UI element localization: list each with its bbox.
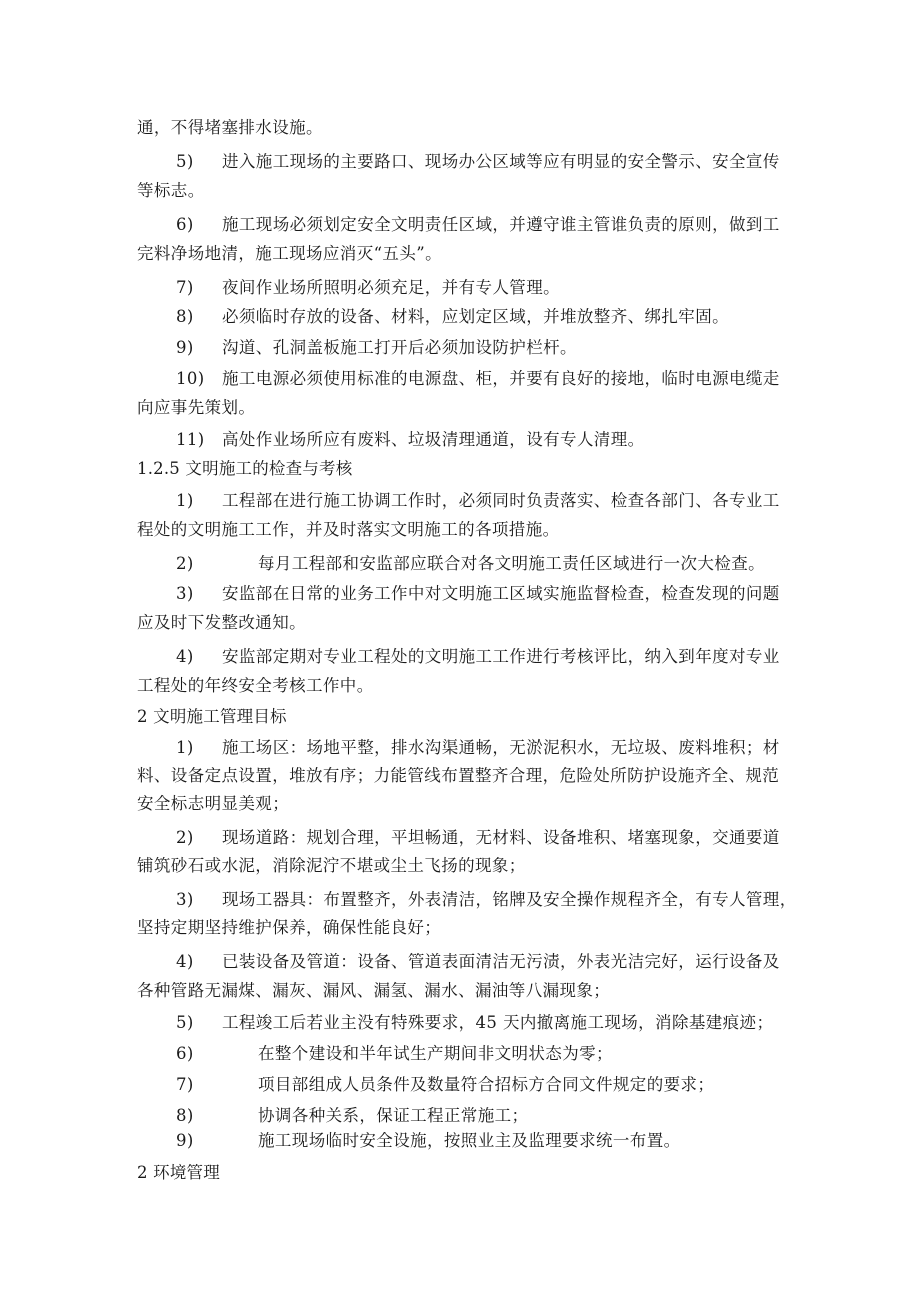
list-number: 3)	[176, 890, 194, 909]
list-item-text: 协调各种关系，保证工程正常施工；	[258, 1106, 529, 1125]
list-number: 1)	[176, 491, 194, 510]
list-item-text: 高处作业场所应有废料、垃圾清理通道，设有专人清理。	[222, 430, 645, 449]
list-item	[176, 827, 194, 849]
list-item-text: 夜间作业场所照明必须充足，并有专人管理。	[222, 278, 560, 297]
list-item	[176, 368, 205, 390]
list-number: 11)	[176, 430, 205, 449]
list-number: 3)	[176, 584, 194, 603]
list-item	[176, 306, 194, 328]
list-item	[176, 214, 194, 236]
list-item-text: 工程处的年终安全考核工作中。	[137, 676, 374, 695]
list-number: 9)	[176, 1131, 194, 1150]
list-item-text: 等标志。	[137, 181, 205, 200]
list-item-text: 工程竣工后若业主没有特殊要求，45 天内撤离施工现场，消除基建痕迹；	[222, 1013, 774, 1032]
list-number: 6)	[176, 215, 194, 234]
list-item-text: 现场道路：规划合理，平坦畅通，无材料、设备堆积、堵塞现象，交通要道	[222, 828, 780, 847]
list-item	[176, 951, 194, 973]
list-item-text: 铺筑砂石或水泥，消除泥泞不堪或尘土飞扬的现象；	[137, 856, 526, 875]
list-item-text: 应及时下发整改通知。	[137, 613, 306, 632]
list-number: 1)	[176, 738, 194, 757]
list-item-text: 坚持定期坚持维护保养，确保性能良好；	[137, 918, 442, 937]
list-item-text: 安监部在日常的业务工作中对文明施工区域实施监督检查，检查发现的问题	[222, 584, 780, 603]
section-heading: 2 文明施工管理目标	[137, 707, 287, 726]
list-item-text: 料、设备定点设置，堆放有序；力能管线布置整齐合理，危险处所防护设施齐全、规范	[137, 766, 780, 785]
list-item-text: 沟道、孔洞盖板施工打开后必须加设防护栏杆。	[222, 338, 577, 357]
list-number: 10)	[176, 369, 205, 388]
list-item	[176, 1105, 194, 1127]
section-heading: 1.2.5 文明施工的检查与考核	[137, 459, 353, 478]
list-item	[176, 490, 194, 512]
list-number: 9)	[176, 338, 194, 357]
list-item	[176, 583, 194, 605]
list-item-text: 已装设备及管道：设备、管道表面清洁无污渍，外表光洁完好，运行设备及	[222, 952, 780, 971]
list-number: 4)	[176, 647, 194, 666]
list-item-text: 工程部在进行施工协调工作时，必须同时负责落实、检查各部门、各专业工	[222, 491, 780, 510]
list-item-text: 项目部组成人员条件及数量符合招标方合同文件规定的要求；	[258, 1075, 715, 1094]
list-item	[176, 1074, 194, 1096]
list-number: 2)	[176, 554, 194, 573]
list-number: 5)	[176, 152, 194, 171]
list-number: 6)	[176, 1044, 194, 1063]
list-item-text: 进入施工现场的主要路口、现场办公区域等应有明显的安全警示、安全宣传	[222, 152, 780, 171]
list-number: 7)	[176, 278, 194, 297]
list-number: 8)	[176, 307, 194, 326]
list-item-text: 安全标志明显美观；	[137, 794, 290, 813]
list-number: 8)	[176, 1106, 194, 1125]
list-item	[176, 1043, 194, 1065]
list-item-text: 每月工程部和安监部应联合对各文明施工责任区域进行一次大检查。	[258, 554, 765, 573]
list-number: 2)	[176, 828, 194, 847]
list-item	[176, 429, 205, 451]
list-item	[176, 553, 194, 575]
list-item-text: 各种管路无漏煤、漏灰、漏风、漏氢、漏水、漏油等八漏现象；	[137, 981, 611, 1000]
list-item	[176, 646, 194, 668]
list-item-text: 向应事先策划。	[137, 398, 256, 417]
list-item	[176, 1012, 194, 1034]
list-item-text: 施工场区：场地平整，排水沟渠通畅，无淤泥积水，无垃圾、废料堆积；材	[222, 738, 780, 757]
list-item-text: 必须临时存放的设备、材料，应划定区域，并堆放整齐、绑扎牢固。	[222, 307, 729, 326]
list-item-text: 现场工器具：布置整齐，外表清洁，铭牌及安全操作规程齐全，有专人管理，	[222, 890, 797, 909]
list-item-text: 施工现场必须划定安全文明责任区域，并遵守谁主管谁负责的原则，做到工	[222, 215, 780, 234]
list-item	[176, 889, 194, 911]
list-item	[176, 337, 194, 359]
list-item-text: 程处的文明施工工作，并及时落实文明施工的各项措施。	[137, 520, 560, 539]
list-number: 7)	[176, 1075, 194, 1094]
list-item-text: 完料净场地清，施工现场应消灭“五头”。	[137, 244, 442, 263]
list-item-text: 安监部定期对专业工程处的文明施工工作进行考核评比，纳入到年度对专业	[222, 647, 780, 666]
section-heading: 2 环境管理	[137, 1163, 220, 1182]
list-number: 4)	[176, 952, 194, 971]
list-item	[176, 1130, 194, 1152]
list-item-text: 在整个建设和半年试生产期间非文明状态为零；	[258, 1044, 613, 1063]
paragraph-continuation: 通，不得堵塞排水设施。	[137, 118, 323, 137]
list-number: 5)	[176, 1013, 194, 1032]
list-item	[176, 277, 194, 299]
list-item-text: 施工现场临时安全设施，按照业主及监理要求统一布置。	[258, 1131, 681, 1150]
list-item	[176, 151, 194, 173]
list-item-text: 施工电源必须使用标准的电源盘、柜，并要有良好的接地，临时电源电缆走	[222, 369, 780, 388]
list-item	[176, 737, 194, 759]
